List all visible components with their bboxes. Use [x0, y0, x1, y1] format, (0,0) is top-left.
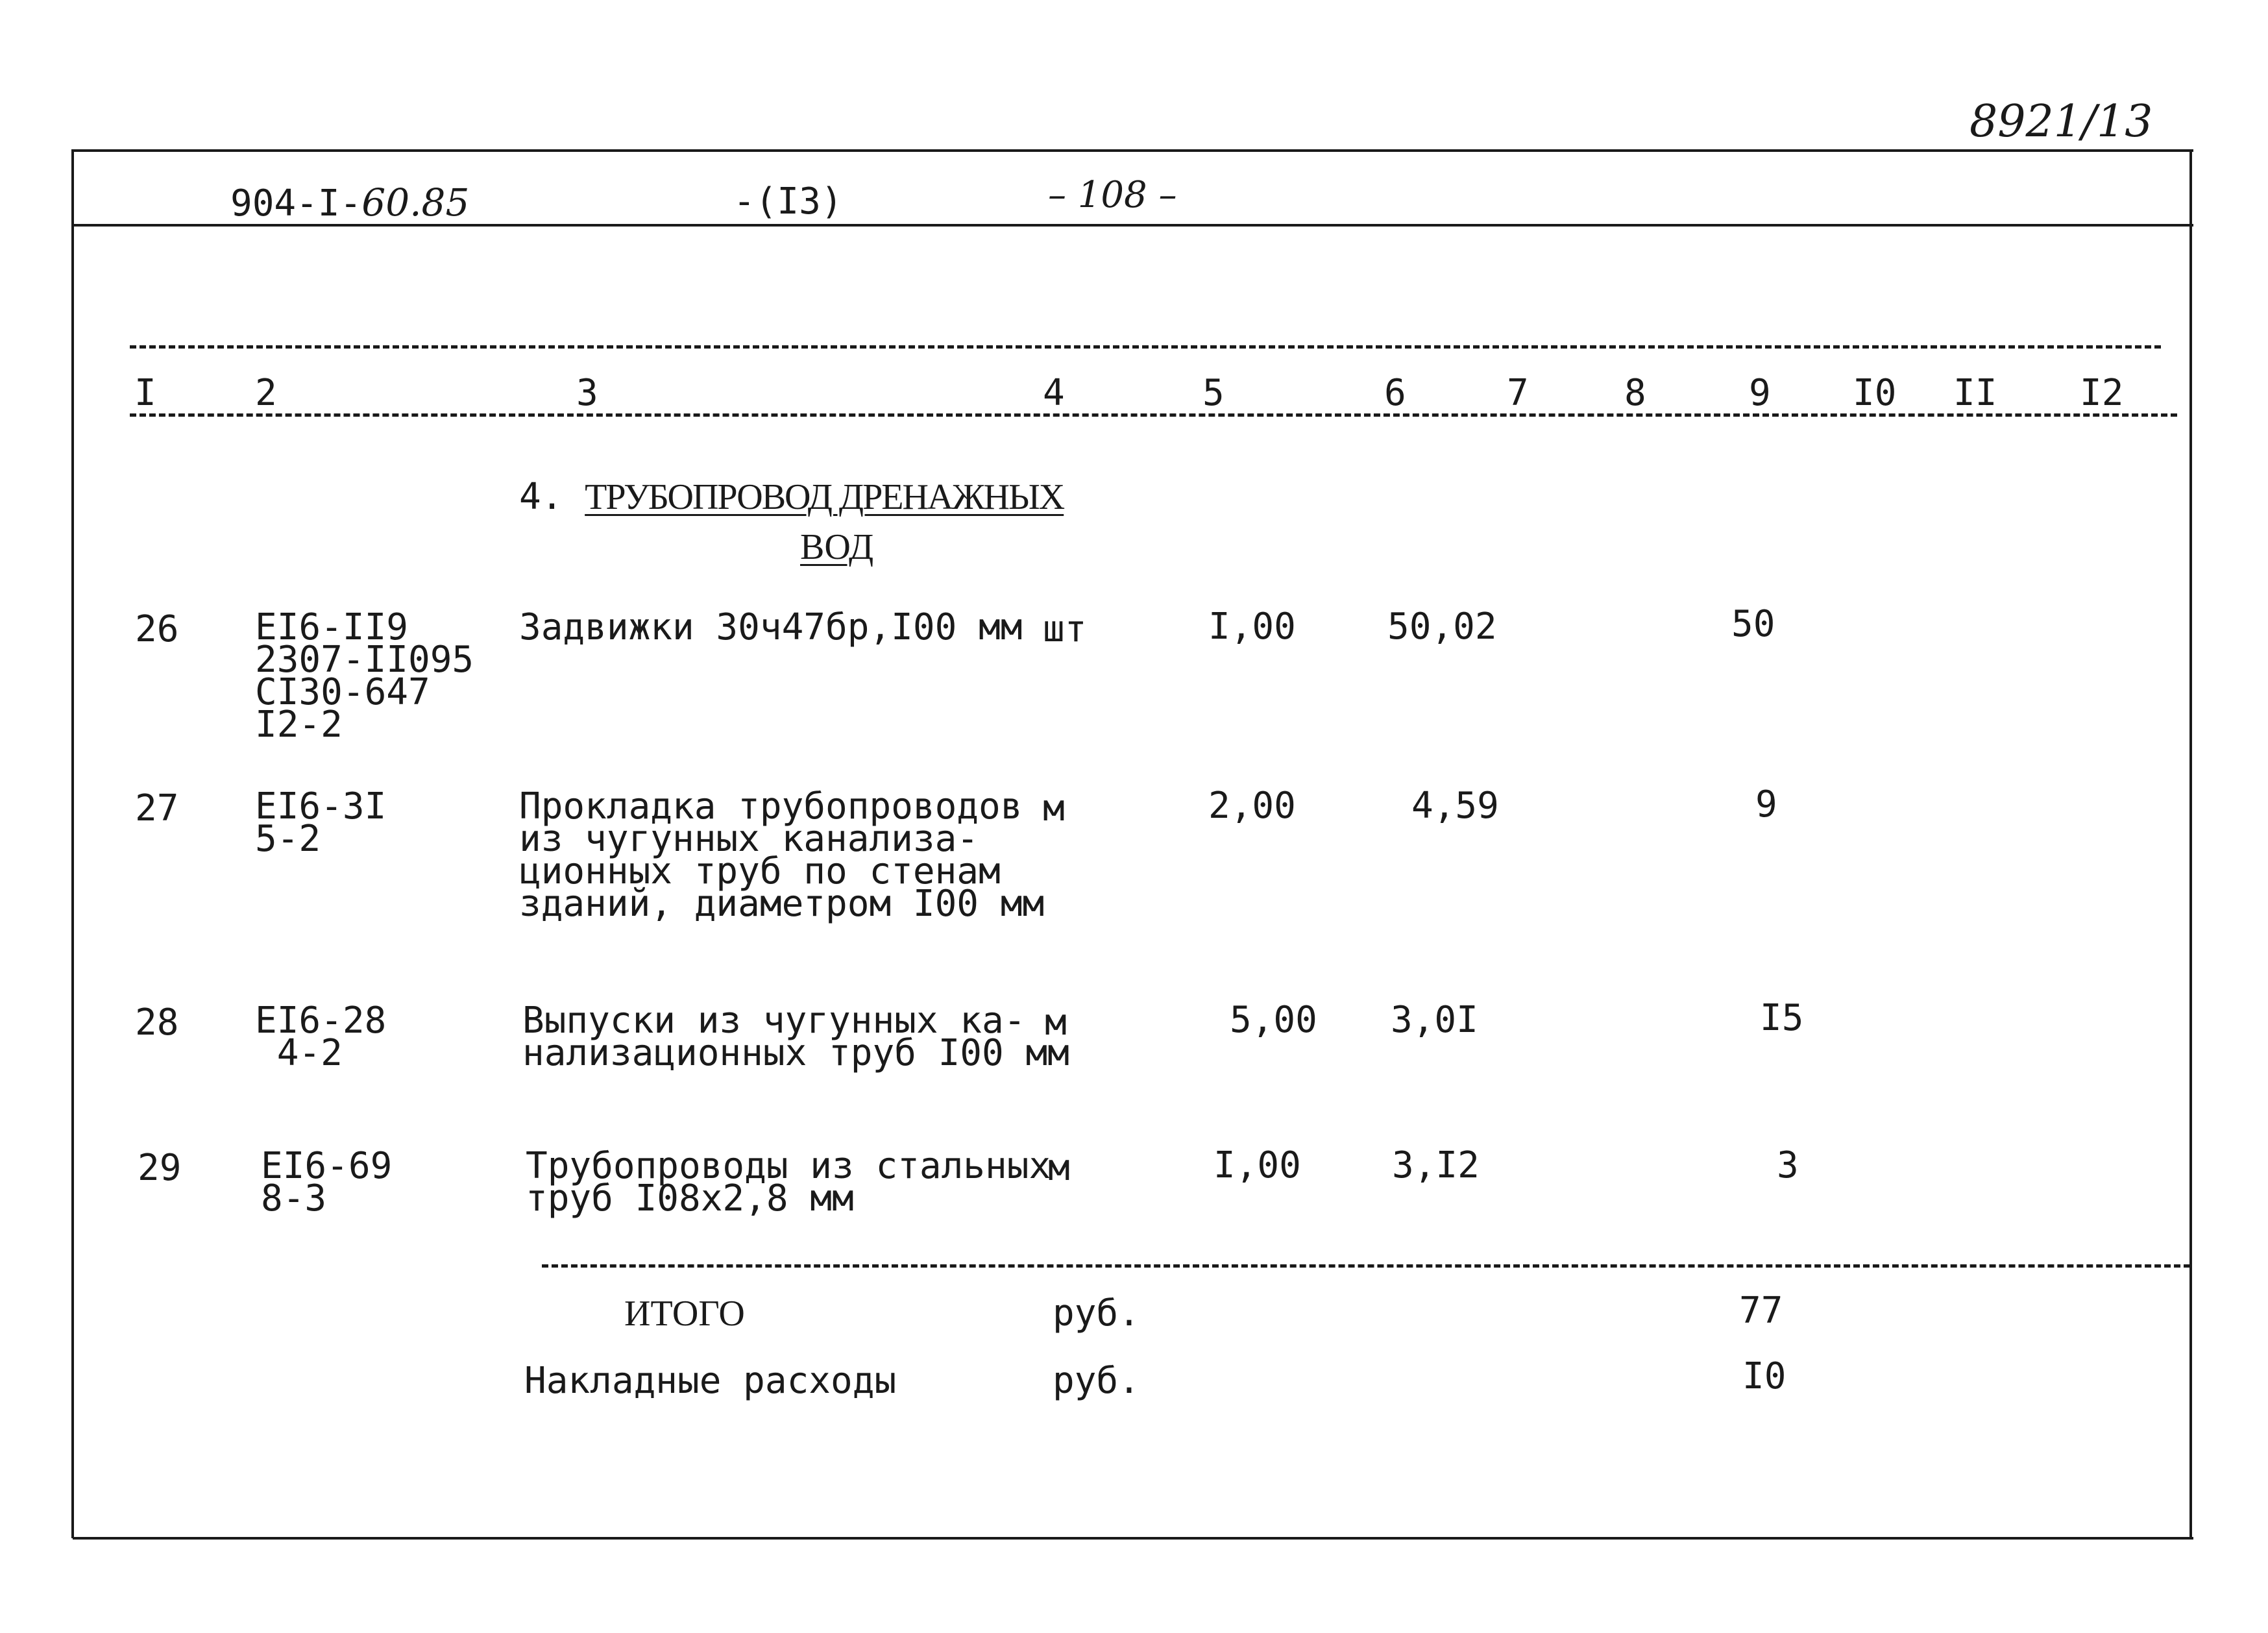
section-title-line1: ТРУБОПРОВОД ДРЕНАЖНЫХ — [585, 477, 1064, 517]
row-quantity: 5,00 — [1230, 999, 1317, 1041]
column-number-5: 5 — [1202, 372, 1225, 414]
project-code-printed: 904-I- — [230, 182, 362, 225]
project-code-handwritten: 60.85 — [361, 180, 470, 225]
row-price: 4,59 — [1411, 785, 1499, 827]
row-name: Задвижки 30ч47бр,I00 мм — [519, 606, 1023, 648]
row-total: 3 — [1777, 1144, 1799, 1186]
summary-unit: руб. — [1053, 1292, 1140, 1334]
row-quantity: I,00 — [1208, 606, 1296, 648]
frame-right-line — [2189, 149, 2192, 1538]
column-number-8: 8 — [1624, 372, 1646, 414]
summary-label: ИТОГО — [624, 1294, 745, 1334]
column-number-12: I2 — [2080, 372, 2124, 414]
row-price: 50,02 — [1387, 606, 1497, 648]
frame-bottom-line — [73, 1537, 2193, 1540]
summary-unit: руб. — [1053, 1360, 1140, 1402]
row-total: 9 — [1755, 783, 1777, 826]
row-price: 3,I2 — [1392, 1144, 1480, 1186]
column-number-7: 7 — [1507, 372, 1529, 414]
summary-value: I0 — [1742, 1355, 1786, 1397]
row-name: Прокладка трубопроводов из чугунных канализа- ционных труб по стенам зданий, диаметром I00 мм — [519, 785, 1045, 925]
frame-top-line — [73, 149, 2193, 152]
document-number: 8921/13 — [1969, 96, 2153, 147]
section-title — [519, 476, 1064, 518]
row-name: Трубопроводы из стальных труб I08х2,8 мм — [526, 1145, 1051, 1220]
row-unit: м — [1048, 1147, 1070, 1189]
row-unit: м — [1045, 1001, 1067, 1044]
column-number-1: I — [134, 372, 156, 414]
section-number: -(I3) — [733, 180, 843, 223]
column-number-2: 2 — [255, 372, 277, 414]
row-name: Выпуски из чугунных ка- нализационных труб I00 мм — [522, 1000, 1069, 1074]
row-number: 29 — [138, 1147, 182, 1189]
row-number: 28 — [135, 1001, 179, 1044]
row-code: EI6-II9 2307-II095 CI30-647 I2-2 — [255, 606, 474, 746]
column-number-6: 6 — [1384, 372, 1406, 414]
row-quantity: 2,00 — [1208, 785, 1296, 827]
section-title-number: 4. — [519, 476, 563, 518]
row-code: EI6-3I 5-2 — [255, 785, 387, 860]
row-number: 27 — [135, 787, 179, 829]
page-number: – 108 – — [1048, 174, 1177, 216]
column-header-top-dash — [130, 345, 2161, 349]
summary-label: Накладные расходы — [524, 1360, 897, 1402]
summary-value: 77 — [1739, 1290, 1783, 1332]
row-quantity: I,00 — [1213, 1144, 1301, 1186]
row-price: 3,0I — [1391, 999, 1478, 1041]
row-number: 26 — [135, 608, 179, 650]
row-code: EI6-28 4-2 — [255, 1000, 387, 1074]
row-total: 50 — [1731, 603, 1775, 645]
row-unit: м — [1043, 787, 1065, 829]
column-number-11: II — [1953, 372, 1997, 414]
project-code — [230, 180, 470, 225]
column-number-10: I0 — [1853, 372, 1897, 414]
section-title-line2: ВОД — [800, 527, 874, 567]
column-number-3: 3 — [576, 372, 598, 414]
column-number-4: 4 — [1043, 372, 1065, 414]
summary-separator-dash — [542, 1264, 2190, 1268]
row-total: I5 — [1760, 997, 1804, 1039]
row-unit: шт — [1043, 608, 1087, 650]
row-code: EI6-69 8-3 — [261, 1145, 393, 1220]
column-number-9: 9 — [1749, 372, 1771, 414]
frame-left-line — [71, 149, 74, 1538]
